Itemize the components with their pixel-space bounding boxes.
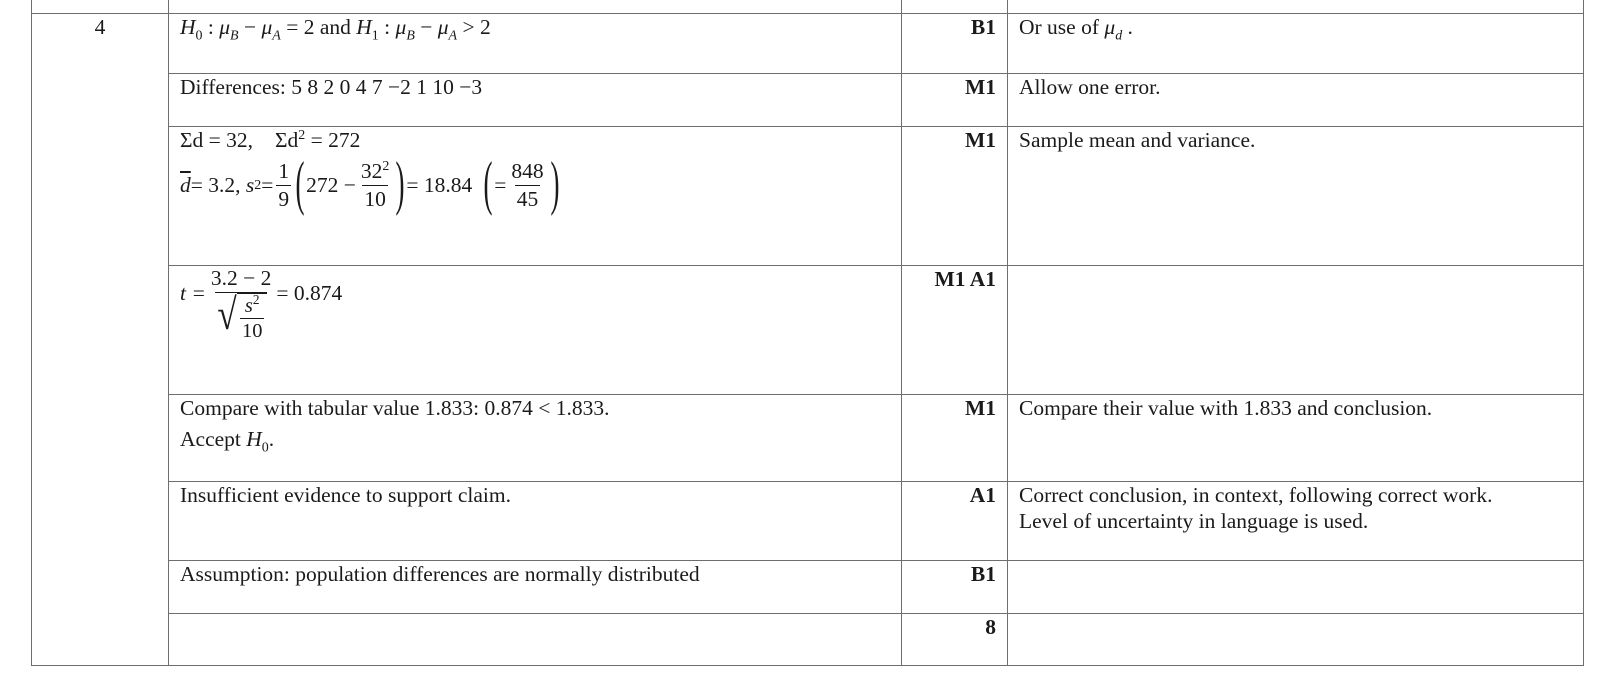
guidance-text: Sample mean and variance.: [1019, 128, 1256, 152]
t-result: = 0.874: [276, 281, 343, 305]
guidance-cell-differences: [1008, 74, 1584, 127]
equals-two: = 2: [280, 15, 315, 39]
mu-d-symbol: μ: [1104, 15, 1116, 39]
mark-b1: B1: [970, 15, 996, 39]
denominator-10: 10: [240, 318, 264, 345]
d-bar-symbol: $\overline{d}$: [180, 173, 191, 198]
table-row-sums: [32, 127, 1584, 266]
guidance-cell-sums: [1008, 127, 1584, 266]
equals-sign: =: [494, 173, 507, 198]
question-number: 4: [94, 15, 106, 39]
table-row-conclusion: [32, 482, 1584, 561]
fraction-numerator: 1: [278, 159, 290, 184]
fraction-denominator: 9: [278, 186, 290, 211]
minus-sign: −: [238, 15, 262, 39]
t-statistic-line: [180, 266, 890, 345]
t-symbol: t =: [180, 281, 206, 305]
h1-subscript: 1: [371, 28, 379, 44]
mu-b-subscript-2: B: [406, 28, 415, 44]
h0-symbol: H: [246, 426, 262, 451]
s-symbol: s: [245, 173, 255, 198]
mu-b-symbol-2: μ: [395, 15, 407, 39]
guidance-text: Allow one error.: [1019, 75, 1161, 99]
table-row-assumption: [32, 561, 1584, 614]
accept-word: Accept: [180, 426, 247, 451]
mark-cell-top: [902, 0, 1008, 14]
mean-variance-line: $\overline{d}$ = 3.2, s 2 = $\frac{1}{9}$ ( 272 − $\frac{32^2}{10}$ ) = 18.84 ( = $\frac{848}{45}$ ): [180, 149, 560, 216]
compare-text: Compare with tabular value 1.833: 0.874 < 1.833.: [180, 396, 610, 420]
table-row-top-cut: [32, 0, 1584, 14]
h0-subscript: 0: [261, 440, 269, 456]
question-number-cell: [32, 14, 169, 666]
answer-cell-top: [169, 0, 902, 14]
conclusion-text: Insufficient evidence to support claim.: [180, 483, 511, 507]
s-base: s: [244, 294, 253, 317]
greater-than-two: > 2: [457, 15, 491, 39]
mu-a-subscript: A: [272, 28, 281, 44]
mark-cell-total: [902, 614, 1008, 666]
mu-a-symbol: μ: [261, 15, 273, 39]
answer-cell-t-statistic: [169, 266, 902, 395]
sum-d2: Σd: [275, 128, 299, 152]
guidance-text: Or use of: [1019, 15, 1105, 39]
s2-over-10: [240, 294, 264, 345]
guidance-cell-compare: [1008, 395, 1584, 482]
answer-cell-hypotheses: [169, 14, 902, 74]
hypotheses-math: [180, 15, 491, 44]
mark-m1: M1: [964, 128, 996, 152]
fraction-numerator: 848: [511, 159, 544, 184]
mark-m1: M1: [964, 75, 996, 99]
sqrt-icon: √: [217, 289, 237, 339]
table-row-hypotheses: [32, 14, 1584, 74]
answer-cell-sums: [169, 127, 902, 266]
fraction-denominator: 45: [516, 186, 539, 211]
and-word: and: [314, 15, 357, 39]
mark-cell-conclusion: [902, 482, 1008, 561]
mu-a-symbol-2: μ: [437, 15, 449, 39]
table-row-differences: [32, 74, 1584, 127]
mark-scheme-table: [31, 0, 1584, 666]
fraction-32sq-over-10: [359, 159, 391, 213]
guidance-line-1: Correct conclusion, in context, following correct work.: [1019, 483, 1493, 507]
sum-d2-superscript: 2: [298, 127, 306, 143]
answer-cell-total: [169, 614, 902, 666]
left-paren-2: (: [483, 149, 493, 216]
total-marks: 8: [985, 615, 996, 639]
assumption-text: Assumption: population differences are normally distributed: [180, 562, 700, 586]
answer-cell-assumption: [169, 561, 902, 614]
variance-result: = 18.84: [406, 173, 473, 198]
guidance-cell-t-statistic: [1008, 266, 1584, 395]
mark-b1: B1: [970, 562, 996, 586]
mark-cell-compare: [902, 395, 1008, 482]
s2-numerator: [243, 294, 262, 319]
table-row-total: [32, 614, 1584, 666]
mu-b-subscript: B: [230, 28, 239, 44]
differences-text: Differences: 5 8 2 0 4 7 −2 1 10 −3: [180, 75, 483, 99]
guidance-cell-top: [1008, 0, 1584, 14]
mark-a1: A1: [969, 483, 996, 507]
mark-cell-assumption: [902, 561, 1008, 614]
right-paren-2: ): [550, 149, 560, 216]
t-numerator: 3.2 − 2: [210, 266, 272, 290]
answer-cell-differences: [169, 74, 902, 127]
accept-line: [180, 426, 890, 456]
mu-b-symbol: μ: [219, 15, 231, 39]
mark-m1: M1: [964, 396, 996, 420]
guidance-cell-hypotheses: [1008, 14, 1584, 74]
mark-cell-t-statistic: [902, 266, 1008, 395]
mu-d-subscript: d: [1115, 28, 1123, 44]
sum-line: [180, 127, 890, 154]
guidance-line-2: Level of uncertainty in language is used.: [1019, 508, 1369, 533]
minus-sign-2: −: [414, 15, 438, 39]
question-cell-top: [32, 0, 169, 14]
guidance-cell-total: [1008, 614, 1584, 666]
mark-cell-hypotheses: [902, 14, 1008, 74]
sqrt: [215, 289, 268, 345]
fraction-denominator: 10: [364, 186, 386, 211]
guidance-cell-assumption: [1008, 561, 1584, 614]
base-32: 32: [360, 159, 383, 184]
d-bar-value: = 3.2,: [190, 173, 241, 198]
t-fraction: [209, 266, 274, 345]
superscript-2: 2: [382, 158, 390, 174]
answer-cell-conclusion: [169, 482, 902, 561]
mark-cell-sums: [902, 127, 1008, 266]
mark-m1-a1: M1 A1: [934, 267, 996, 291]
h0-colon: :: [202, 15, 220, 39]
guidance-cell-conclusion: [1008, 482, 1584, 561]
s-superscript: 2: [252, 292, 260, 307]
right-paren: ): [395, 149, 405, 216]
h0-subscript: 0: [195, 28, 203, 44]
sum-d: Σd = 32,: [180, 128, 254, 152]
guidance-end: .: [1122, 15, 1133, 39]
fraction-848-over-45: [509, 159, 545, 213]
table-row-compare: [32, 395, 1584, 482]
left-paren: (: [295, 149, 305, 216]
h1-symbol: H: [356, 15, 372, 39]
t-denominator: [215, 289, 268, 345]
fraction-one-ninth: [276, 159, 291, 213]
guidance-text: Compare their value with 1.833 and conclusion.: [1019, 396, 1433, 420]
value-272: 272 −: [306, 173, 356, 198]
h0-symbol: H: [180, 15, 196, 39]
mark-cell-differences: [902, 74, 1008, 127]
table-row-t-statistic: [32, 266, 1584, 395]
accept-end: .: [268, 426, 275, 451]
fraction-numerator: [359, 159, 391, 185]
sqrt-body: [237, 293, 267, 345]
mu-a-subscript-2: A: [448, 28, 458, 44]
s2-equals: =: [261, 173, 274, 198]
answer-cell-compare: [169, 395, 902, 482]
sum-d2-value: = 272: [305, 128, 361, 152]
h1-colon: :: [378, 15, 396, 39]
